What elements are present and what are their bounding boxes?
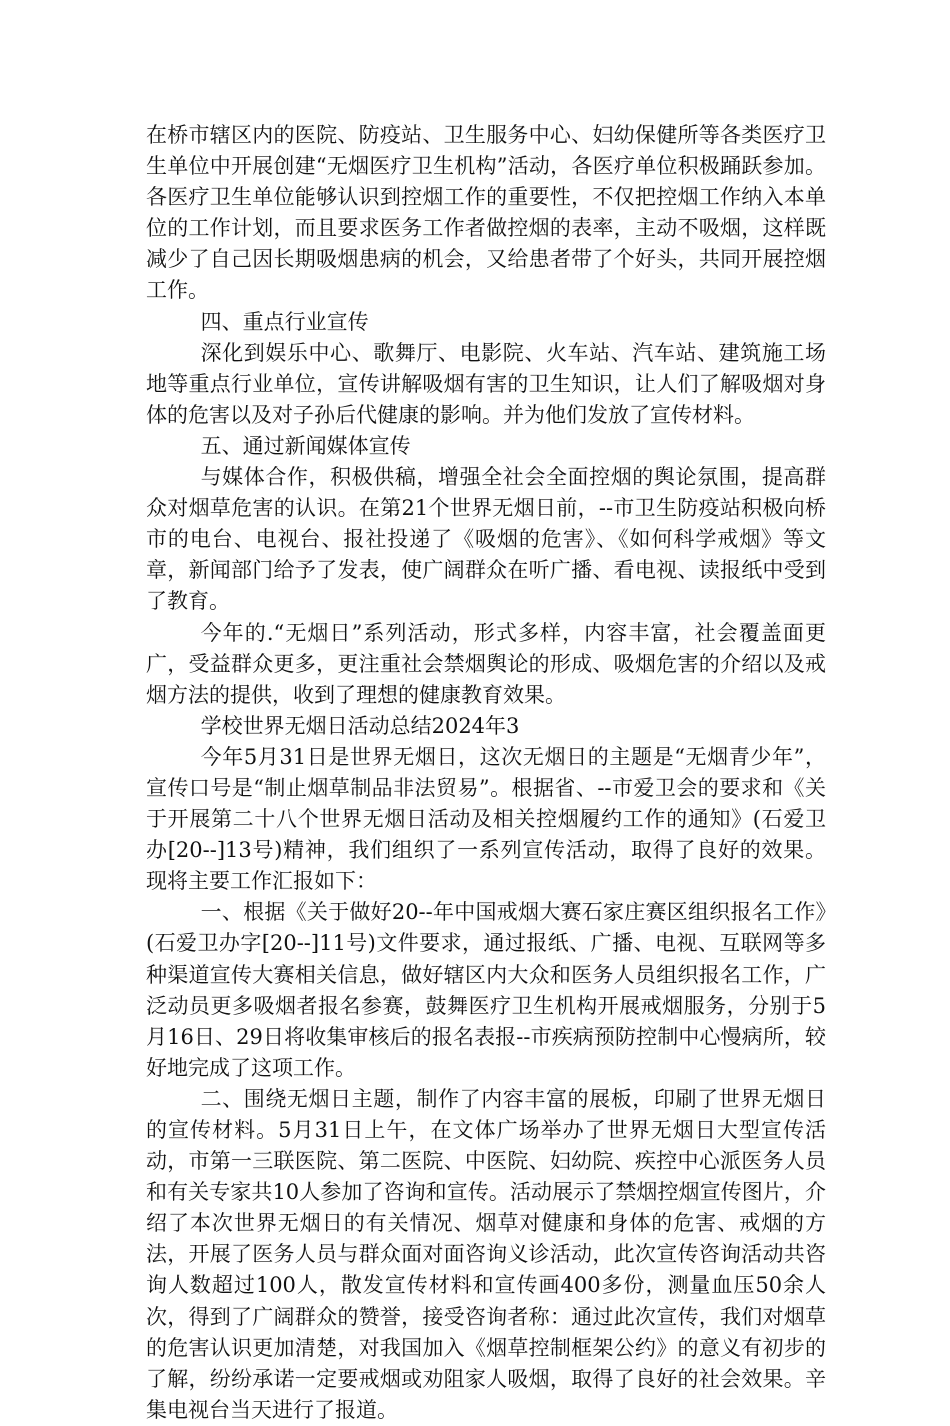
document-body	[146, 120, 826, 1426]
heading-key-industries: 四、重点行业宣传	[200, 309, 369, 334]
paragraph-no-smoking-day-summary: 今年的.“无烟日”系列活动，形式多样，内容丰富，社会覆盖面更广，受益群众更多，更注重社会禁烟舆论的形成、吸烟危害的介绍以及戒烟方法的提供，收到了理想的健康教育效果。	[146, 620, 826, 707]
paragraph-theme-intro: 今年5月31日是世界无烟日，这次无烟日的主题是“无烟青少年”，宣传口号是“制止烟草制品非法贸易”。根据省、--市爱卫会的要求和《关于开展第二十八个世界无烟日活动及相关控烟履约工作的通知》(石爱卫办[20--]13号)精神，我们组织了一系列宣传活动，取得了良好的效果。现将主要工作汇报如下：	[146, 744, 826, 894]
paragraph-key-industries: 深化到娱乐中心、歌舞厅、电影院、火车站、汽车站、建筑施工场地等重点行业单位，宣传讲解吸烟有害的卫生知识，让人们了解吸烟对身体的危害以及对子孙后代健康的影响。并为他们发放了宣传材料。	[146, 340, 826, 427]
paragraph-clinics-campaign: 在桥市辖区内的医院、防疫站、卫生服务中心、妇幼保健所等各类医疗卫生单位中开展创建“无烟医疗卫生机构”活动，各医疗单位积极踊跃参加。各医疗卫生单位能够认识到控烟工作的重要性，不仅把控烟工作纳入本单位的工作计划，而且要求医务工作者做控烟的表率，主动不吸烟，这样既减少了自己因长期吸烟患病的机会，又给患者带了个好头，共同开展控烟工作。	[146, 123, 826, 303]
paragraph-news-media: 与媒体合作，积极供稿，增强全社会全面控烟的舆论氛围，提高群众对烟草危害的认识。在第21个世界无烟日前，--市卫生防疫站积极向桥市的电台、电视台、报社投递了《吸烟的危害》、《如何科学戒烟》等文章，新闻部门给予了发表，使广阔群众在听广播、看电视、读报纸中受到了教育。	[146, 465, 826, 614]
paragraph-item-one: 一、根据《关于做好20--年中国戒烟大赛石家庄赛区组织报名工作》(石爱卫办字[20--]11号)文件要求，通过报纸、广播、电视、互联网等多种渠道宣传大赛相关信息，做好辖区内大众和医务人员组织报名工作，广泛动员更多吸烟者报名参赛，鼓舞医疗卫生机构开展戒烟服务，分别于5月16日、29日将收集审核后的报名表报--市疾病预防控制中心慢病所，较好地完成了这项工作。	[146, 900, 826, 1080]
section-title-school-summary: 学校世界无烟日活动总结2024年3	[200, 713, 520, 738]
heading-news-media: 五、通过新闻媒体宣传	[200, 433, 411, 458]
paragraph-item-two: 二、围绕无烟日主题，制作了内容丰富的展板，印刷了世界无烟日的宣传材料。5月31日上午，在文体广场举办了世界无烟日大型宣传活动，市第一三联医院、第二医院、中医院、妇幼院、疾控中心派医务人员和有关专家共10人参加了咨询和宣传。活动展示了禁烟控烟宣传图片，介绍了本次世界无烟日的有关情况、烟草对健康和身体的危害、戒烟的方法，开展了医务人员与群众面对面咨询义诊活动，此次宣传咨询活动共咨询人数超过100人，散发宣传材料和宣传画400多份，测量血压50余人次，得到了广阔群众的赞誉，接受咨询者称：通过此次宣传，我们对烟草的危害认识更加清楚，对我国加入《烟草控制框架公约》的意义有初步的了解，纷纷承诺一定要戒烟或劝阻家人吸烟，取得了良好的社会效果。辛集电视台当天进行了报道。	[146, 1086, 826, 1422]
